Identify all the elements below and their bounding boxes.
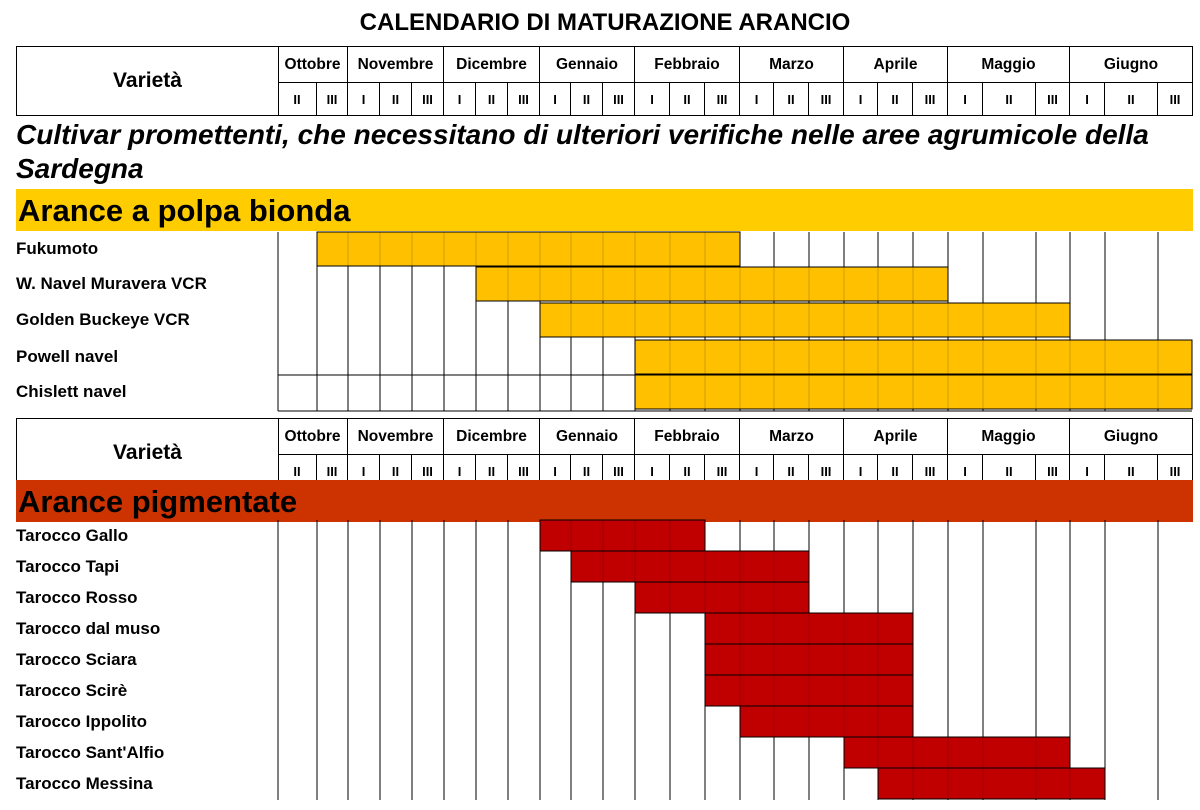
variety-label: Tarocco Scirè [16,680,128,700]
decade-header: II [774,83,809,115]
decade-header: II [380,455,412,487]
decade-header: II [670,455,705,487]
decade-header: III [317,83,348,115]
decade-header: II [1105,83,1158,115]
decade-header: II [1105,455,1158,487]
decade-header: III [1169,91,1181,107]
decade-header: I [844,455,878,487]
variety-label: W. Navel Muravera VCR [16,274,207,293]
gantt-bar [705,675,913,706]
gantt-bar-rect [540,520,705,551]
decade-header: III [317,455,348,487]
variety-label: Tarocco Tapi [16,556,120,576]
variety-label: Tarocco Gallo [16,525,129,545]
decade-header: II [774,455,809,487]
month-header: Aprile [844,47,948,83]
decade-header: II [670,83,705,115]
decade-header: I [1070,83,1105,115]
month-header: Maggio [948,419,1070,455]
decade-header: III [1036,83,1070,115]
decade-header: III [705,83,740,115]
decade-header: II [476,455,508,487]
decade-header: I [740,455,774,487]
decade-header: II [983,455,1036,487]
decade-header: III [705,455,740,487]
month-header: Dicembre [444,419,540,455]
gantt-bar-rect [635,582,809,613]
decade-header: I [444,83,476,115]
decade-header: II [476,83,508,115]
decade-header: I [635,455,670,487]
variety-label: Powell navel [16,347,119,366]
decade-header: I [540,455,571,487]
decade-header: II [878,455,913,487]
gantt-bar [878,768,1105,799]
decade-header: I [1070,455,1105,487]
month-header: Gennaio [540,47,635,83]
decade-header: I [540,83,571,115]
variety-label: Tarocco Rosso [16,587,138,607]
gantt-bar-rect [540,303,1070,337]
decade-header: III [412,83,444,115]
month-header: Ottobre [278,47,348,83]
page-title: CALENDARIO DI MATURAZIONE ARANCIO [359,9,851,36]
variety-header-label: Varietà [17,419,279,487]
decade-header: II [278,455,317,487]
decade-header: III [603,83,635,115]
decade-header: III [809,83,844,115]
subtitle: Cultivar promettenti, che necessitano di ulteriori verifiche nelle aree agrumicole della Sardegna [16,119,1149,184]
gantt-bar-rect [476,267,948,301]
gantt-bar [476,267,948,301]
decade-header: II [380,83,412,115]
month-header: Novembre [348,47,444,83]
decade-header: III [1169,463,1181,479]
section-band-pigmented: Arance pigmentate [16,480,1193,522]
decade-header: I [348,455,380,487]
gantt-bar-rect [878,768,1105,799]
gantt-bar [571,551,809,582]
gantt-bar [844,737,1070,768]
month-header: Gennaio [540,419,635,455]
variety-label: Tarocco Messina [16,773,153,793]
gantt-bar [635,340,1192,374]
decade-header: I [348,83,380,115]
decade-header: II [571,455,603,487]
decade-header: III [913,83,948,115]
decade-header: III [1036,455,1070,487]
gantt-bar-rect [571,551,809,582]
decade-header: III [913,455,948,487]
variety-label: Fukumoto [16,239,99,258]
month-header: Ottobre [278,419,348,455]
month-header: Aprile [844,419,948,455]
gantt-bar [635,582,809,613]
decade-header: II [278,83,317,115]
gantt-bar [705,613,913,644]
gantt-bar [635,375,1192,409]
month-header: Giugno [1070,47,1192,83]
gantt-bar [705,644,913,675]
gantt-bar-rect [740,706,913,737]
gantt-bar [540,520,705,551]
decade-header: I [444,455,476,487]
gantt-bar [317,232,740,266]
decade-header: III [508,83,540,115]
decade-header: II [878,83,913,115]
month-header: Febbraio [635,47,740,83]
month-header: Marzo [740,419,844,455]
month-header: Giugno [1070,419,1192,455]
decade-header: I [635,83,670,115]
decade-header: III [809,455,844,487]
decade-header: I [948,455,983,487]
decade-header: II [983,83,1036,115]
decade-header: I [948,83,983,115]
gantt-bar [540,303,1070,337]
month-header: Marzo [740,47,844,83]
variety-label: Tarocco Sant'Alfio [16,742,165,762]
gantt-bar [740,706,913,737]
decade-header: III [603,455,635,487]
decade-header: III [508,455,540,487]
month-header: Dicembre [444,47,540,83]
decade-header: III [412,455,444,487]
month-header: Novembre [348,419,444,455]
variety-label: Golden Buckeye VCR [16,310,190,329]
variety-label: Tarocco Sciara [16,649,137,669]
decade-header: II [571,83,603,115]
decade-header: I [740,83,774,115]
variety-label: Tarocco dal muso [16,618,161,638]
section-band-blonde: Arance a polpa bionda [16,189,1193,231]
month-header: Maggio [948,47,1070,83]
variety-header-label: Varietà [17,47,279,115]
month-header: Febbraio [635,419,740,455]
decade-header: I [844,83,878,115]
variety-label: Chislett navel [16,382,127,401]
variety-label: Tarocco Ippolito [16,711,147,731]
